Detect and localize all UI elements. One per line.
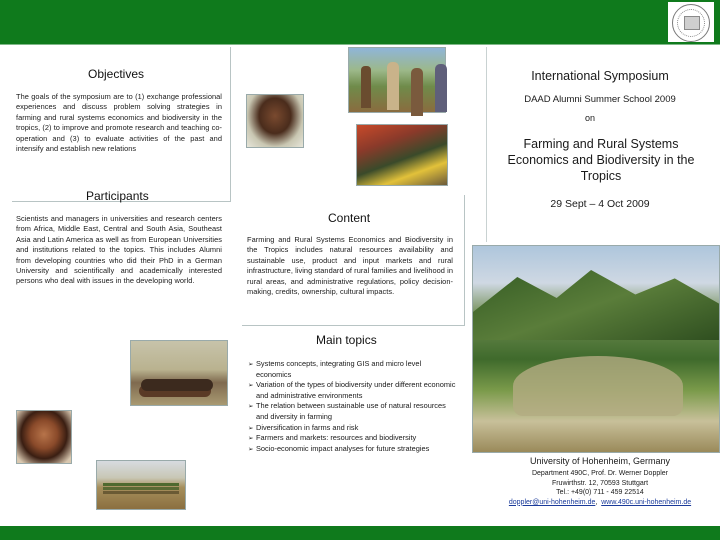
topic-item: ➢ The relation between sustainable use of natural resources and diversity in farming	[248, 401, 456, 422]
main-topics-list	[248, 359, 456, 454]
topic-item: ➢ Systems concepts, integrating GIS and micro level economics	[248, 359, 456, 380]
email-link[interactable]: doppler@uni-hohenheim.de	[508, 498, 596, 506]
child-portrait-photo	[16, 410, 72, 464]
symposium-dates: 29 Sept – 4 Oct 2009	[550, 198, 650, 210]
contact-block	[486, 456, 714, 507]
web-contact-line	[486, 498, 714, 508]
participants-text: Scientists and managers in universities and research centers from Africa, Middle East, Central and South Asia, Southeast Asia and Latin America as well as from European Universities and institutions related to the topics. This includes Alumni from developing countries who did their PhD in a German University and scientifically and academically interested persons who deal with issues in the developing world.	[16, 214, 222, 286]
topic-item: ➢ Farmers and markets: resources and biodiversity	[248, 433, 456, 444]
objectives-heading: Objectives	[88, 67, 145, 81]
content-text: Farming and Rural Systems Economics and Biodiversity in the Tropics includes natural resources availability and sustainable use, product and input markets and rural infrastructure, living standard of rural families and livelihood in rural areas, and administrative regulations, policy decision-making, credits, ownership, cultural impacts.	[247, 235, 453, 297]
address-line: Fruwirthstr. 12, 70593 Stuttgart	[551, 479, 649, 487]
cattle-photo	[130, 340, 228, 406]
women-children-photo	[356, 124, 448, 186]
topic-item: ➢ Variation of the types of biodiversity under different economic and administrative environments	[248, 380, 456, 401]
seal-outline	[672, 4, 710, 42]
header-divider	[0, 44, 720, 45]
topic-item: ➢ Socio-economic impact analyses for future strategies	[248, 444, 456, 455]
symposium-on: on	[584, 113, 595, 123]
header-bar	[0, 0, 720, 44]
valley-landscape-photo	[472, 245, 720, 453]
symposium-theme: Farming and Rural Systems Economics and Biodiversity in the Tropics	[507, 137, 695, 183]
website-link[interactable]: www.490c.uni-hohenheim.de	[601, 498, 692, 506]
girl-portrait-photo	[246, 94, 304, 148]
university-seal-icon	[668, 2, 714, 42]
farmland-photo	[96, 460, 186, 510]
phone-line: Tel.: +49(0) 711 - 459 22514	[556, 489, 644, 496]
topic-item: ➢ Diversification in farms and risk	[248, 423, 456, 434]
participants-heading: Participants	[86, 189, 149, 203]
department-line: Department 490C, Prof. Dr. Werner Doppler	[531, 470, 669, 477]
seal-castle-icon	[684, 16, 700, 30]
symposium-title: International Symposium	[531, 69, 669, 83]
contact-separator: ,	[595, 498, 598, 506]
university-name: University of Hohenheim, Germany	[529, 456, 671, 466]
symposium-series: DAAD Alumni Summer School 2009	[524, 94, 676, 105]
farmers-photo	[348, 47, 446, 113]
footer-bar	[0, 526, 720, 540]
main-topics-heading: Main topics	[316, 333, 377, 347]
content-heading: Content	[328, 211, 371, 225]
objectives-text: The goals of the symposium are to (1) exchange professional experiences and discuss problem solving strategies in farming and rural systems economics and biodiversity in the tropics, (2) to improve and promote research and teaching co-operation and (3) to evaluate activities of the past and intensify and establish new relations	[16, 92, 222, 154]
